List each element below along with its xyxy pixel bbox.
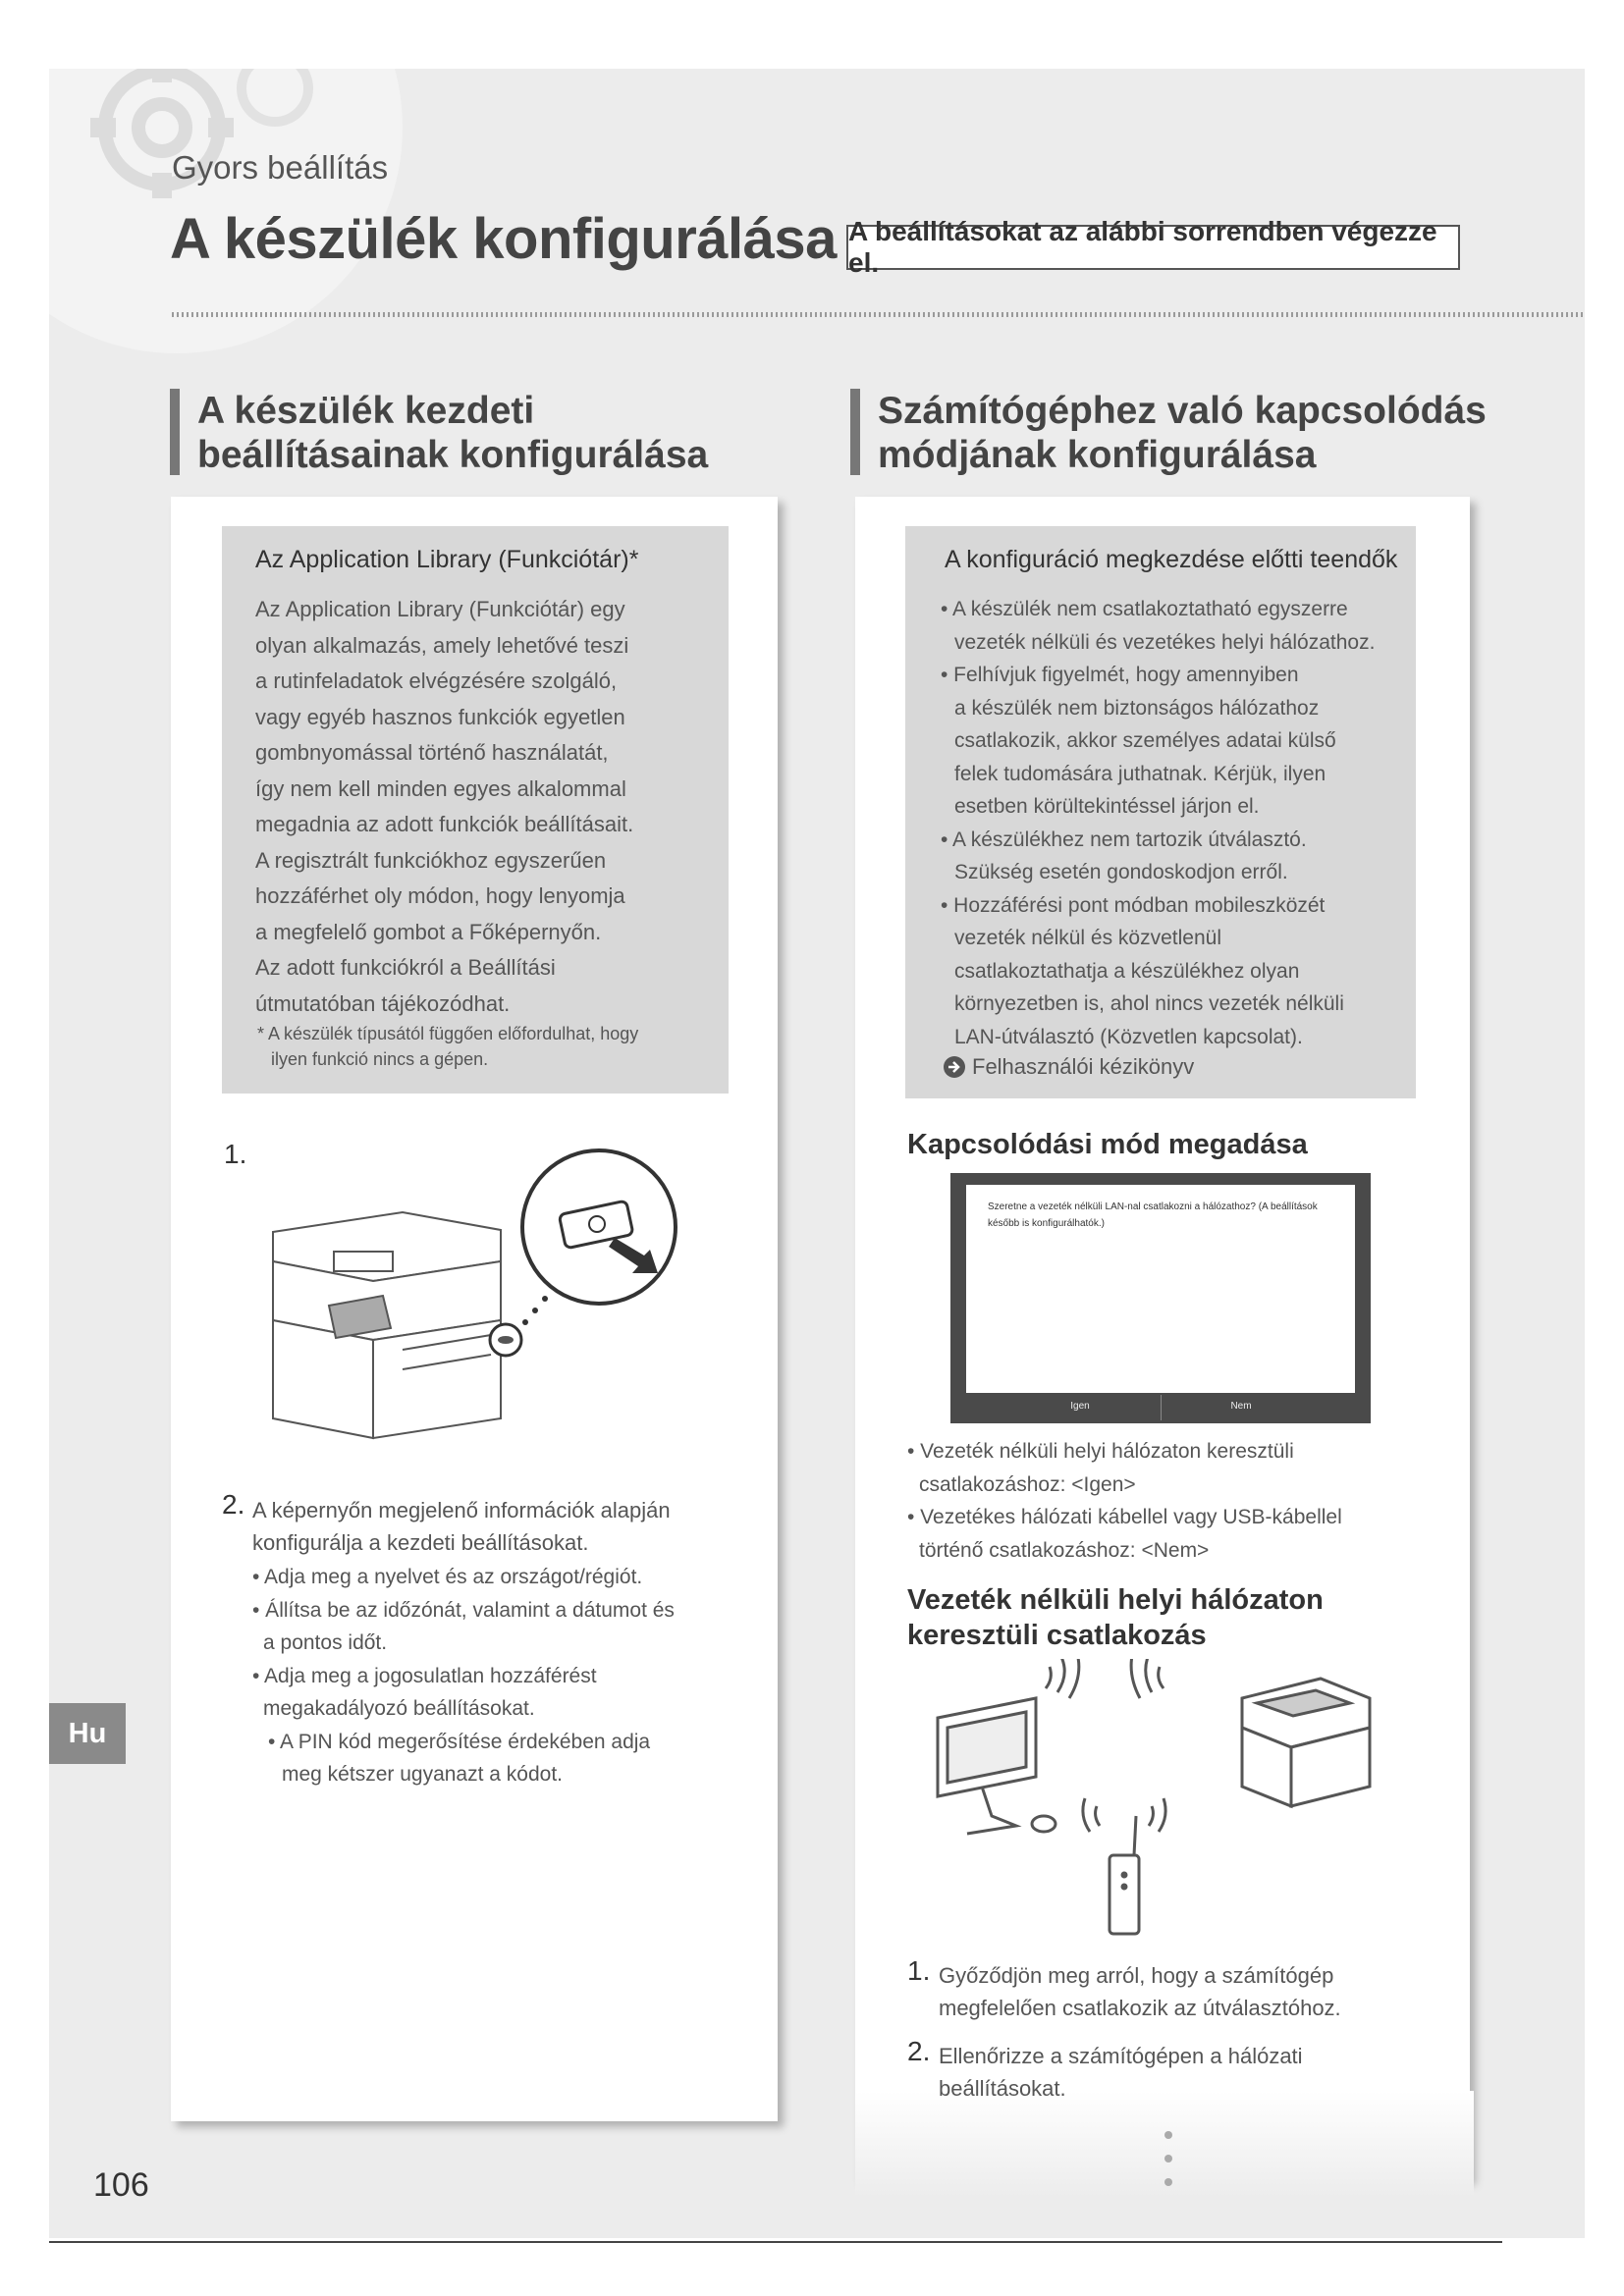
user-manual-link-label: Felhasználói kézikönyv xyxy=(972,1054,1195,1079)
step-1-number: 1. xyxy=(224,1139,247,1169)
info-box-body xyxy=(255,592,633,1022)
right-step-2-text xyxy=(939,2040,1303,2105)
heading-line: keresztüli csatlakozás xyxy=(907,1620,1207,1651)
bullet-item: megakadályozó beállításokat. xyxy=(263,1697,535,1720)
bullet-item: Szükség esetén gondoskodjon erről. xyxy=(954,861,1288,883)
bullet-item: • Adja meg a nyelvet és az országot/régiót. xyxy=(252,1566,643,1588)
router-icon xyxy=(1110,1816,1139,1934)
bullet-item: • Állítsa be az időzónát, valamint a dátumot és xyxy=(252,1598,675,1622)
bullet-item: • Felhívjuk figyelmét, hogy amennyiben xyxy=(941,664,1299,686)
page-title: A készülék konfigurálása xyxy=(170,207,837,271)
dotted-divider xyxy=(172,312,1586,317)
bullet-item: • Adja meg a jogosulatlan hozzáférést xyxy=(252,1664,597,1687)
info-line: a megfelelő gombot a Főképernyőn. xyxy=(255,919,602,944)
printer-power-button-illustration xyxy=(245,1144,677,1458)
printer-icon xyxy=(1242,1679,1370,1806)
step-2-bullets xyxy=(252,1561,675,1791)
step-line: A képernyőn megjelenő információk alapján xyxy=(252,1498,671,1522)
screen-yes-button[interactable]: Igen xyxy=(1070,1401,1090,1412)
info-box-title: A konfiguráció megkezdése előtti teendők xyxy=(945,546,1398,573)
info-footnote xyxy=(257,1021,638,1072)
info-line: Az adott funkciókról a Beállítási xyxy=(255,955,556,980)
heading-line: Vezeték nélküli helyi hálózaton xyxy=(907,1584,1324,1616)
bullet-item: történő csatlakozáshoz: <Nem> xyxy=(919,1538,1210,1562)
continuation-dot xyxy=(1164,2131,1172,2139)
screen-panel xyxy=(966,1185,1355,1393)
info-line: így nem kell minden egyes alkalommal xyxy=(255,775,626,801)
info-line: olyan alkalmazás, amely lehetővé teszi xyxy=(255,632,629,658)
bullet-item: a pontos időt. xyxy=(263,1631,388,1654)
info-box-bullets xyxy=(941,593,1375,1053)
bullet-item: a készülék nem biztonságos hálózathoz xyxy=(954,696,1320,720)
step-line: Ellenőrizze a számítógépen a hálózati xyxy=(939,2044,1303,2068)
bottom-rule xyxy=(49,2241,1502,2243)
bullet-item: • A készülék nem csatlakoztatható egyszerre xyxy=(941,598,1348,620)
language-tab: Hu xyxy=(49,1703,126,1764)
page-number: 106 xyxy=(93,2166,149,2204)
bullet-item: környezetben is, ahol nincs vezeték nélküli xyxy=(954,992,1344,1015)
continuation-dot xyxy=(1164,2178,1172,2186)
info-line: hozzáférhet oly módon, hogy lenyomja xyxy=(255,883,625,908)
bullet-item: esetben körültekintéssel járjon el. xyxy=(954,795,1260,818)
bullet-item: csatlakozáshoz: <Igen> xyxy=(919,1472,1136,1496)
info-line: a rutinfeladatok elvégzésére szolgáló, xyxy=(255,668,618,693)
connection-options xyxy=(907,1435,1342,1567)
step-line: megfelelően csatlakozik az útválasztóhoz. xyxy=(939,1996,1341,2020)
step-2-number: 2. xyxy=(222,1489,245,1520)
bullet-item: vezeték nélküli és vezetékes helyi hálózathoz. xyxy=(954,630,1376,654)
screen-no-button[interactable]: Nem xyxy=(1230,1401,1252,1412)
info-line: Az Application Library (Funkciótár) egy xyxy=(255,597,625,621)
info-line: megadnia az adott funkciók beállításait. xyxy=(255,812,634,836)
right-step-1-text xyxy=(939,1959,1341,2024)
wifi-waves-icon xyxy=(1046,1659,1165,1832)
screen-button-divider xyxy=(1161,1395,1162,1420)
bullet-item: felek tudomására juthatnak. Kérjük, ilyen xyxy=(954,762,1326,785)
arrow-right-circle-icon xyxy=(943,1055,966,1079)
bullet-item: meg kétszer ugyanazt a kódot. xyxy=(282,1763,563,1786)
screen-message: Szeretne a vezeték nélküli LAN-nal csatlakozni a hálózathoz? (A beállítások később is konfigurálhatók.) xyxy=(988,1201,1318,1229)
step-2-text xyxy=(252,1494,671,1559)
footnote-line: ilyen funkció nincs a gépen. xyxy=(271,1049,489,1069)
right-step-1-number: 1. xyxy=(907,1955,931,1986)
bullet-item: • Vezetékes hálózati kábellel vagy USB-kábellel xyxy=(907,1506,1342,1528)
info-line: vagy egyéb hasznos funkciók egyetlen xyxy=(255,704,625,729)
user-manual-link[interactable] xyxy=(943,1054,1194,1080)
info-line: A regisztrált funkciókhoz egyszerűen xyxy=(255,847,607,873)
bullet-item: LAN-útválasztó (Közvetlen kapcsolat). xyxy=(954,1025,1303,1048)
continuation-dot xyxy=(1164,2155,1172,2163)
step-line: beállításokat. xyxy=(939,2076,1066,2101)
bullet-item: • A PIN kód megerősítése érdekében adja xyxy=(268,1730,651,1753)
step-line: konfigurálja a kezdeti beállításokat. xyxy=(252,1530,589,1555)
info-line: útmutatóban tájékozódhat. xyxy=(255,990,511,1016)
bullet-item: vezeték nélkül és közvetlenül xyxy=(954,927,1221,949)
bullet-item: csatlakoztathatja a készülékhez olyan xyxy=(954,959,1300,983)
info-line: gombnyomással történő használatát, xyxy=(255,740,609,765)
wireless-lan-heading xyxy=(907,1582,1324,1653)
info-box-title: Az Application Library (Funkciótár)* xyxy=(255,546,639,573)
bullet-item: csatlakozik, akkor személyes adatai külső xyxy=(954,729,1336,752)
bullet-item: • Vezeték nélküli helyi hálózaton keresztüli xyxy=(907,1440,1294,1463)
instruction-box: A beállításokat az alábbi sorrendben végezze el. xyxy=(846,225,1460,270)
right-column-heading: Számítógéphez való kapcsolódás módjának konfigurálása xyxy=(850,389,1526,477)
footnote-line: * A készülék típusától függően előfordulhat, hogy xyxy=(257,1024,639,1043)
bullet-item: • A készülékhez nem tartozik útválasztó. xyxy=(941,828,1307,851)
step-line: Győződjön meg arról, hogy a számítógép xyxy=(939,1963,1334,1988)
section-label: Gyors beállítás xyxy=(172,149,389,186)
connection-mode-heading: Kapcsolódási mód megadása xyxy=(907,1129,1308,1160)
wireless-network-illustration xyxy=(928,1659,1399,1944)
bullet-item: • Hozzáférési pont módban mobileszközét xyxy=(941,893,1326,917)
device-screen-mockup xyxy=(950,1173,1371,1423)
left-column-heading: A készülék kezdeti beállításainak konfigurálása xyxy=(170,389,786,477)
computer-icon xyxy=(938,1698,1056,1834)
right-step-2-number: 2. xyxy=(907,2036,931,2066)
